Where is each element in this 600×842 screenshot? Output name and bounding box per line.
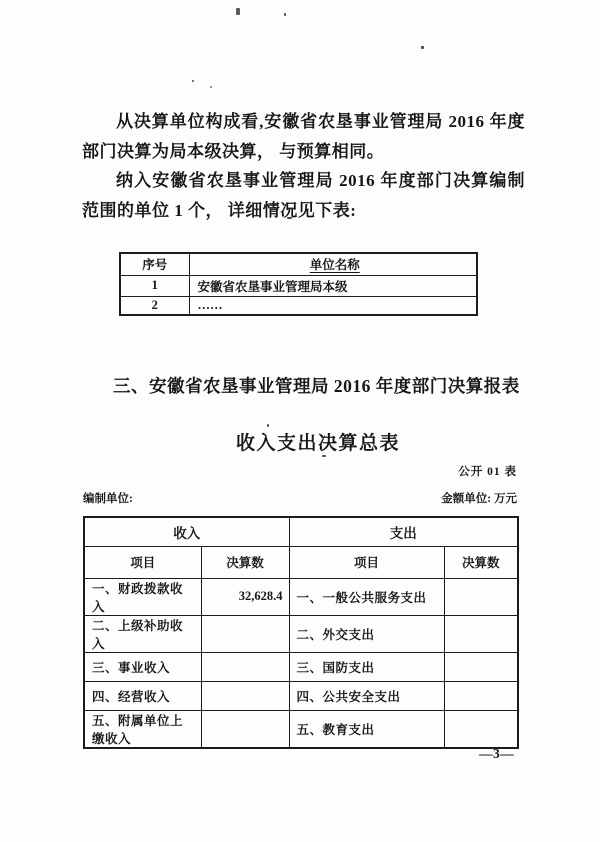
income-amount-cell: 32,628.4 — [201, 578, 289, 615]
income-item-cell: 三、事业收入 — [84, 652, 201, 681]
income-amount-header: 决算数 — [201, 546, 289, 578]
table-header-row — [120, 253, 477, 275]
expense-item-cell: 二、外交支出 — [289, 615, 444, 652]
expense-section-header: 支出 — [289, 517, 518, 546]
income-item-cell: 四、经营收入 — [84, 681, 201, 710]
expense-item-cell: 五、教育支出 — [289, 710, 444, 748]
expense-amount-cell — [444, 710, 518, 748]
table-subheader-row — [84, 546, 518, 578]
expense-item-cell: 一、一般公共服务支出 — [289, 578, 444, 615]
prepared-by-label: 编制单位: — [83, 493, 133, 505]
income-amount-cell — [201, 652, 289, 681]
table-row — [120, 296, 477, 315]
scan-speck — [322, 455, 326, 457]
table-code-label: 公开 01 表 — [458, 466, 517, 478]
paragraph-scope: 纳入安徽省农垦事业管理局 2016 年度部门决算编制范围的单位 1 个， 详细情况见下表: — [82, 171, 525, 220]
expense-amount-cell — [444, 615, 518, 652]
unit-list-table — [119, 252, 478, 316]
income-item-cell: 一、财政拨款收入 — [84, 578, 201, 615]
header-serial-number: 序号 — [120, 253, 189, 275]
income-amount-cell — [201, 615, 289, 652]
table-row — [84, 652, 518, 681]
income-section-header: 收入 — [84, 517, 289, 546]
expense-item-cell: 四、公共安全支出 — [289, 681, 444, 710]
income-item-cell: 二、上级补助收入 — [84, 615, 201, 652]
unit-name-cell: 安徽省农垦事业管理局本级 — [189, 275, 477, 296]
page-number: —3— — [479, 746, 515, 761]
expense-amount-cell — [444, 578, 518, 615]
income-amount-cell — [201, 710, 289, 748]
scan-speck — [236, 8, 240, 15]
expense-item-header: 项目 — [289, 546, 444, 578]
table-row — [84, 578, 518, 615]
table-meta-row — [83, 490, 517, 506]
income-amount-cell — [201, 681, 289, 710]
amount-unit-label: 金额单位: 万元 — [441, 493, 517, 505]
income-expense-table — [83, 516, 519, 749]
body-text — [82, 107, 525, 225]
income-item-header: 项目 — [84, 546, 201, 578]
unit-name-cell: …… — [189, 296, 477, 315]
expense-amount-header: 决算数 — [444, 546, 518, 578]
report-title: 收入支出决算总表 — [235, 433, 400, 454]
scan-speck — [284, 13, 286, 16]
expense-amount-cell — [444, 681, 518, 710]
scan-speck — [210, 86, 212, 88]
expense-item-cell: 三、国防支出 — [289, 652, 444, 681]
serial-number-cell: 2 — [120, 296, 189, 315]
serial-number-cell: 1 — [120, 275, 189, 296]
table-row — [84, 615, 518, 652]
paragraph-decision-unit: 从决算单位构成看,安徽省农垦事业管理局 2016 年度部门决算为局本级决算， 与预算相同。 — [82, 112, 525, 161]
table-row — [84, 710, 518, 748]
expense-amount-cell — [444, 652, 518, 681]
table-group-header-row — [84, 517, 518, 546]
header-unit-name: 单位名称 — [189, 253, 477, 275]
scan-speck — [267, 424, 269, 427]
table-row — [84, 681, 518, 710]
scan-speck — [192, 80, 194, 82]
income-item-cell: 五、附属单位上缴收入 — [84, 710, 201, 748]
table-row — [120, 275, 477, 296]
scan-speck — [421, 46, 424, 49]
section-heading: 三、安徽省农垦事业管理局 2016 年度部门决算报表 — [113, 376, 520, 396]
